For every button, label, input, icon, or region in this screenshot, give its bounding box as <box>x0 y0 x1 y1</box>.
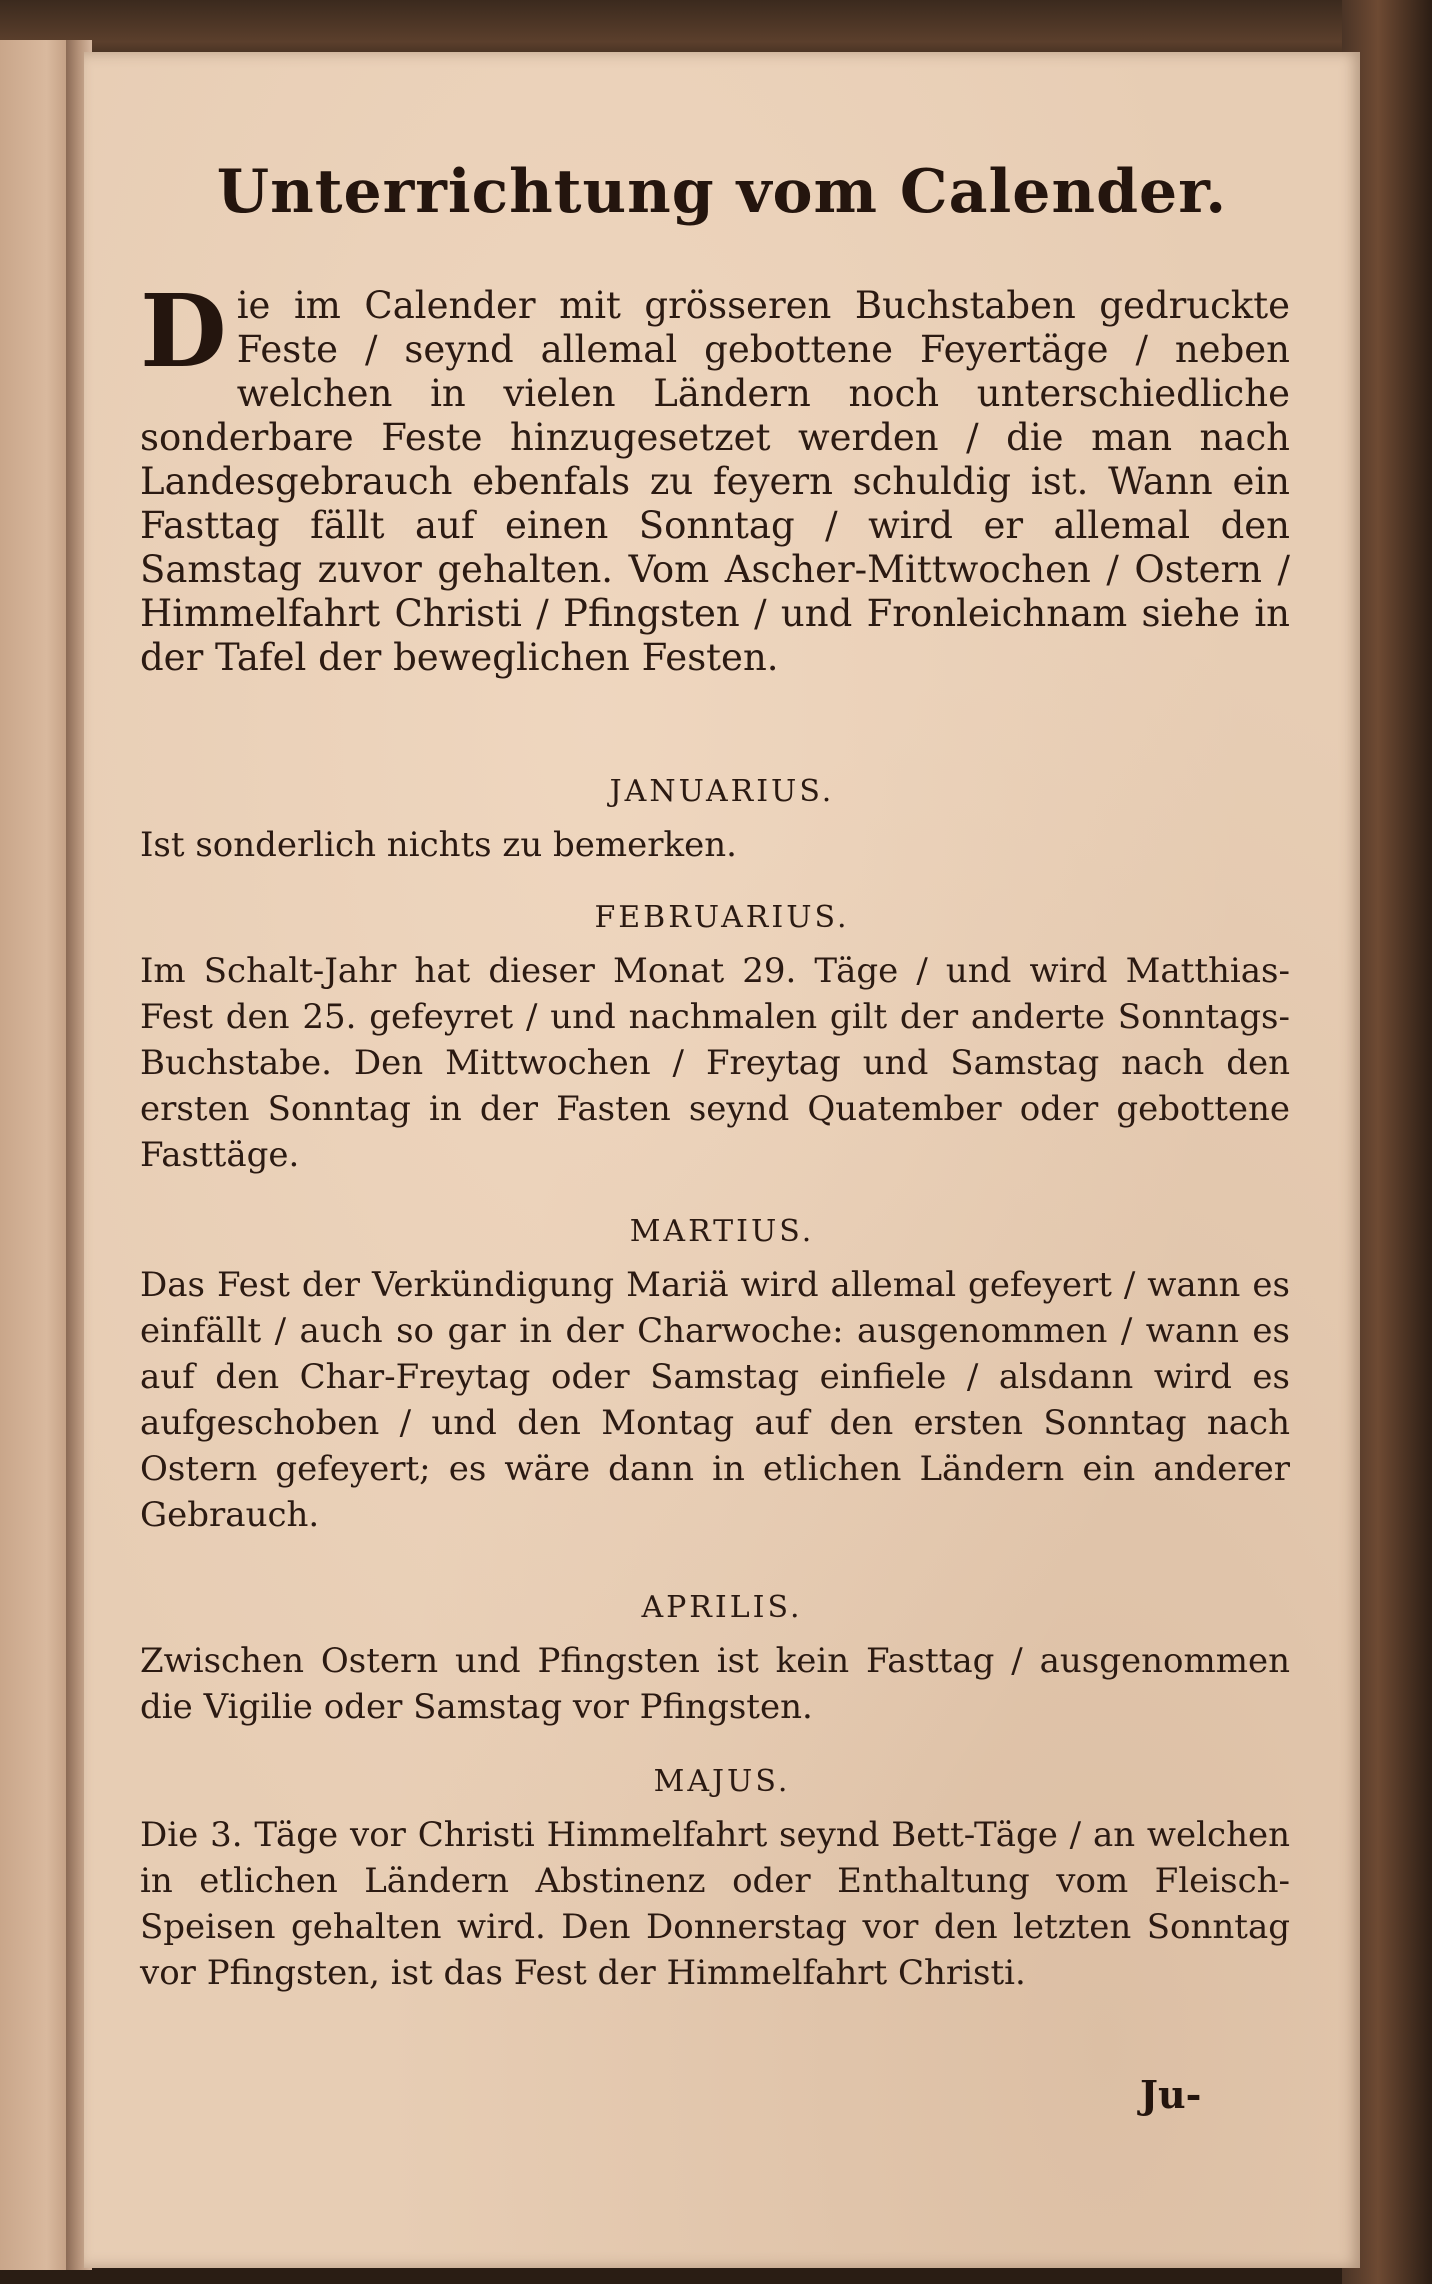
month-heading-martius: MARTIUS. <box>629 1214 815 1249</box>
page-title: Unterrichtung vom Calender. <box>216 157 1228 227</box>
month-heading-januarius: JANUARIUS. <box>609 774 835 809</box>
month-heading-februarius: FEBRUARIUS. <box>594 900 850 935</box>
catchword: Ju- <box>1140 2072 1202 2117</box>
month-text-aprilis: Zwischen Ostern und Pfingsten ist kein Fasttag / ausgenommen die Vigilie oder Samstag vor Pfingsten. <box>140 1641 1290 1727</box>
month-text-februarius: Im Schalt-Jahr hat dieser Monat 29. Täge / und wird Matthias-Fest den 25. gefeyret / und nachmalen gilt der anderte Sonntags-Buchstabe. Den Mittwochen / Freytag und Samstag nach den ersten Sonntag in der Fasten seynd Quatember oder gebottene Fasttäge. <box>140 951 1290 1175</box>
drop-initial: D <box>140 272 227 390</box>
intro-text: ie im Calender mit grösseren Buchstaben gedruckte Feste / seynd allemal gebottene Feyertäge / neben welchen in vielen Ländern noch unterschiedliche sonderbare Feste hinzugesetzet werden / die man nach Landesgebrauch ebenfals zu feyern schuldig ist. Wann ein Fasttag fällt auf einen Sonntag / wird er allemal den Samstag zuvor gehalten. Vom Ascher-Mittwochen / Ostern / Himmelfahrt Christi / Pfingsten / und Fronleichnam siehe in der Tafel der beweglichen Festen. <box>140 284 1290 679</box>
month-text-januarius: Ist sonderlich nichts zu bemerken. <box>140 825 737 865</box>
month-heading-majus: MAJUS. <box>653 1764 791 1799</box>
month-text-martius: Das Fest der Verkündigung Mariä wird allemal gefeyert / wann es einfällt / auch so gar in der Charwoche: ausgenommen / wann es auf den Char-Freytag oder Samstag einfiele / alsdann wird es aufgeschoben / und den Montag auf den ersten Sonntag nach Ostern gefeyert; es wäre dann in etlichen Ländern ein anderer Gebrauch. <box>140 1265 1290 1535</box>
intro-paragraph <box>140 272 1290 680</box>
month-text-majus: Die 3. Täge vor Christi Himmelfahrt seynd Bett-Täge / an welchen in etlichen Ländern Abstinenz oder Enthaltung vom Fleisch-Speisen gehalten wird. Den Donnerstag vor den letzten Sonntag vor Pfingsten, ist das Fest der Himmelfahrt Christi. <box>140 1815 1290 1993</box>
month-heading-aprilis: APRILIS. <box>641 1590 803 1625</box>
book-page <box>84 52 1360 2268</box>
